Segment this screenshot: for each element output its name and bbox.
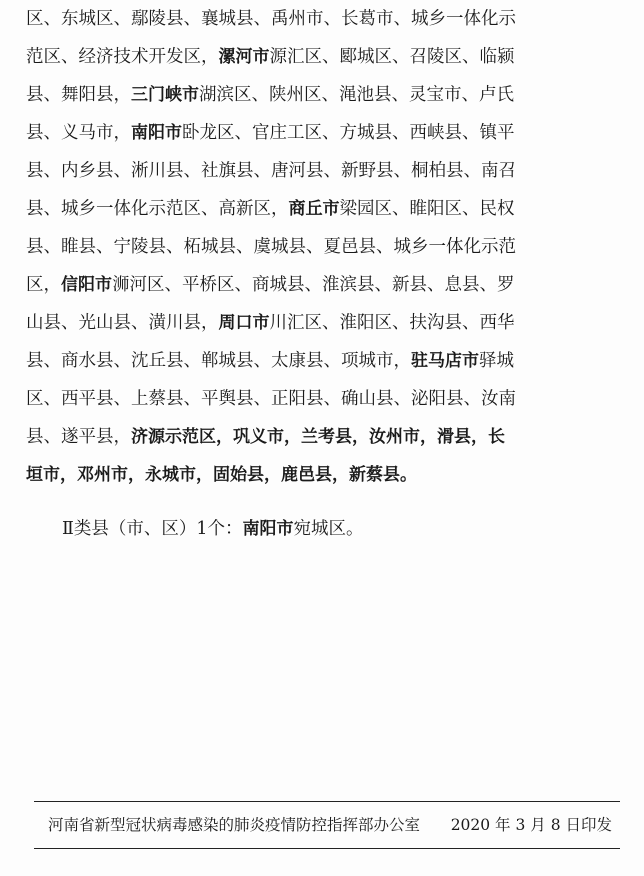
city-name: 周口市 bbox=[218, 313, 270, 333]
text-line bbox=[26, 152, 620, 190]
city-name: 信阳市 bbox=[61, 275, 112, 295]
text-line bbox=[26, 76, 620, 114]
text-line bbox=[26, 342, 620, 380]
text-segment: 源汇区、郾城区、召陵区、临颍 bbox=[269, 47, 515, 67]
text-line bbox=[26, 266, 620, 304]
text-line bbox=[26, 38, 620, 76]
city-name: 南阳市 bbox=[131, 123, 182, 143]
text-line bbox=[26, 456, 620, 494]
city-name: 漯河市 bbox=[218, 47, 270, 67]
city-name: 商丘市 bbox=[288, 199, 340, 219]
text-segment: 驿城 bbox=[479, 351, 514, 371]
text-segment: 卧龙区、官庄工区、方城县、西峡县、镇平 bbox=[182, 123, 515, 143]
text-segment: 浉河区、平桥区、商城县、淮滨县、新县、息县、罗 bbox=[112, 275, 515, 295]
text-segment: 区， bbox=[26, 275, 61, 295]
text-line bbox=[26, 228, 620, 266]
text-segment: 县、内乡县、淅川县、社旗县、唐河县、新野县、桐柏县、南召 bbox=[26, 161, 516, 181]
city-name: 垣市，邓州市，永城市，固始县，鹿邑县，新蔡县。 bbox=[26, 465, 417, 485]
text-segment: 范区、经济技术开发区， bbox=[26, 47, 219, 67]
footer-rule-top bbox=[34, 801, 620, 802]
text-line bbox=[26, 418, 620, 456]
city-name: 三门峡市 bbox=[131, 85, 199, 105]
text-segment: 湖滨区、陕州区、渑池县、灵宝市、卢氏 bbox=[199, 85, 514, 105]
city-name: 济源示范区，巩义市，兰考县，汝州市，滑县，长 bbox=[131, 427, 505, 447]
text-segment: 县、商水县、沈丘县、郸城县、太康县、项城市， bbox=[26, 351, 411, 371]
text-segment: 区、东城区、鄢陵县、襄城县、禹州市、长葛市、城乡一体化示 bbox=[26, 9, 516, 29]
class-two-line bbox=[62, 510, 364, 548]
county-list-text bbox=[26, 0, 620, 494]
text-segment: 山县、光山县、潢川县， bbox=[26, 313, 219, 333]
text-line bbox=[26, 0, 620, 38]
footer-print-date: 2020 年 3 月 8 日印发 bbox=[450, 816, 612, 834]
text-line bbox=[26, 114, 620, 152]
class-two-city: 南阳市 bbox=[242, 519, 294, 539]
text-line bbox=[26, 380, 620, 418]
class-two-prefix: Ⅱ类县（市、区）1个： bbox=[62, 519, 243, 539]
text-segment: 县、睢县、宁陵县、柘城县、虞城县、夏邑县、城乡一体化示范 bbox=[26, 237, 516, 257]
text-line bbox=[26, 304, 620, 342]
city-name: 驻马店市 bbox=[411, 351, 479, 371]
text-segment: 县、遂平县， bbox=[26, 427, 131, 447]
text-line bbox=[26, 190, 620, 228]
text-segment: 川汇区、淮阳区、扶沟县、西华 bbox=[269, 313, 515, 333]
footer-issuer: 河南省新型冠状病毒感染的肺炎疫情防控指挥部办公室 bbox=[48, 816, 421, 834]
text-segment: 县、城乡一体化示范区、高新区， bbox=[26, 199, 289, 219]
text-segment: 区、西平县、上蔡县、平舆县、正阳县、确山县、泌阳县、汝南 bbox=[26, 389, 516, 409]
text-segment: 梁园区、睢阳区、民权 bbox=[339, 199, 515, 219]
text-segment: 县、舞阳县， bbox=[26, 85, 131, 105]
class-two-district: 宛城区。 bbox=[293, 519, 364, 539]
text-segment: 县、义马市， bbox=[26, 123, 131, 143]
footer-rule-bottom bbox=[34, 848, 620, 849]
